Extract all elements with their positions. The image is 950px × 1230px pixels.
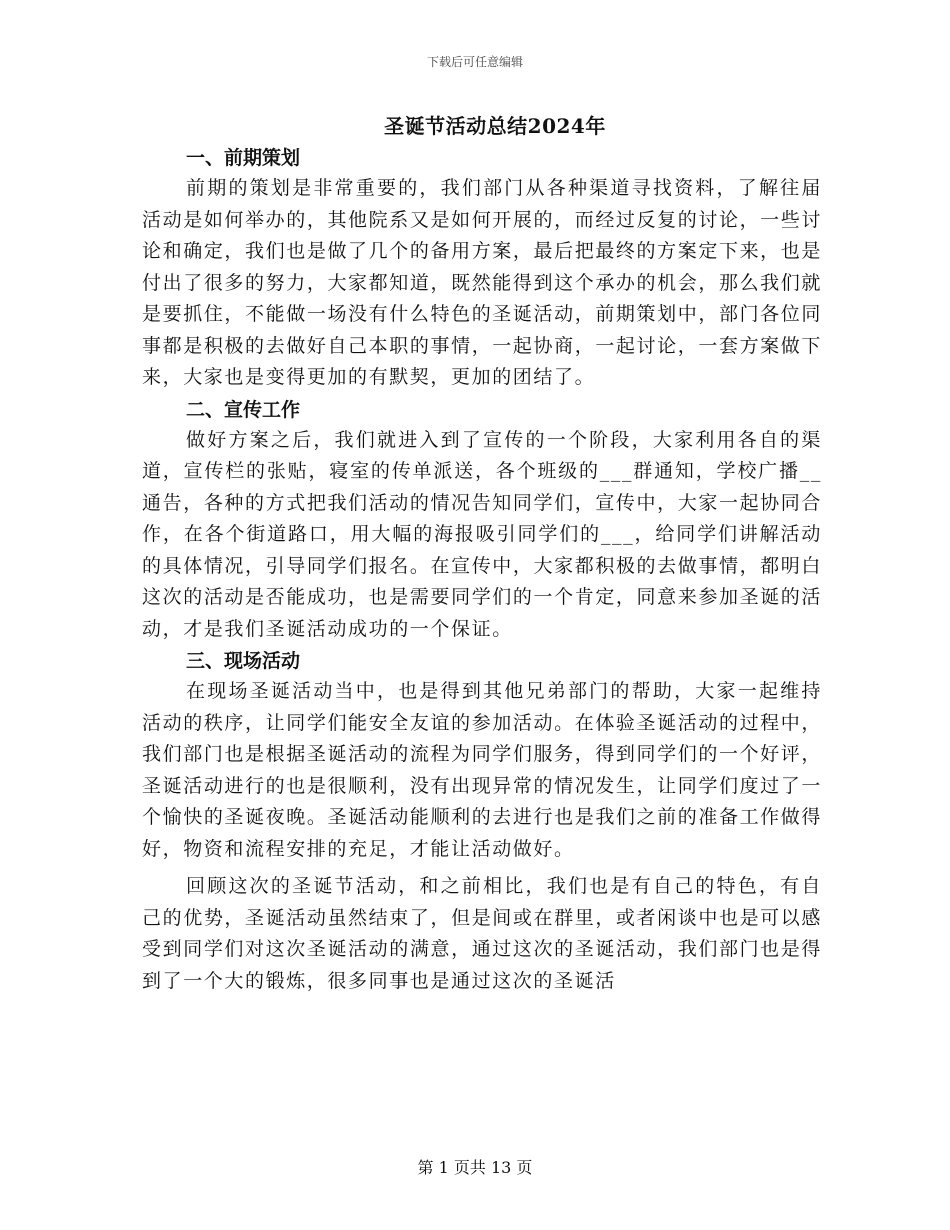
paragraph-publicity: 做好方案之后，我们就进入到了宣传的一个阶段，大家利用各自的渠道，宣传栏的张贴，寝室的传单派送，各个班级的___群通知，学校广播__通告，各种的方式把我们活动的情况告知同学们，宣传中，大家一起协同合作，在各个街道路口，用大幅的海报吸引同学们的___，给同学们讲解活动的具体情况，引导同学们报名。在宣传中，大家都积极的去做事情，都明白这次的活动是否能成功，也是需要同学们的一个肯定，同意来参加圣诞的活动，才是我们圣诞活动成功的一个保证。 (142, 428, 822, 640)
section-heading-publicity: 二、宣传工作 (186, 398, 301, 421)
paragraph-planning: 前期的策划是非常重要的，我们部门从各种渠道寻找资料，了解往届活动是如何举办的，其他院系又是如何开展的，而经过反复的讨论，一些讨论和确定，我们也是做了几个的备用方案，最后把最终的方案定下来，也是付出了很多的努力，大家都知道，既然能得到这个承办的机会，那么我们就是要抓住，不能做一场没有什么特色的圣诞活动，前期策划中，部门各位同事都是积极的去做好自己本职的事情，一起协商，一起讨论，一套方案做下来，大家也是变得更加的有默契，更加的团结了。 (142, 177, 822, 388)
document-body (142, 143, 822, 997)
page-number: 第 1 页共 13 页 (417, 1158, 533, 1177)
section-heading-onsite: 三、现场活动 (186, 650, 301, 672)
page-header-note: 下载后可任意编辑 (426, 55, 523, 69)
document-title: 圣诞节活动总结2024年 (384, 114, 606, 138)
paragraph-onsite: 在现场圣诞活动当中，也是得到其他兄弟部门的帮助，大家一起维持活动的秩序，让同学们能安全友谊的参加活动。在体验圣诞活动的过程中，我们部门也是根据圣诞活动的流程为同学们服务，得到同学们的一个好评，圣诞活动进行的也是很顺利，没有出现异常的情况发生，让同学们度过了一个愉快的圣诞夜晚。圣诞活动能顺利的去进行也是我们之前的准备工作做得好，物资和流程安排的充足，才能让活动做好。 (142, 680, 822, 860)
section-heading-planning: 一、前期策划 (186, 147, 301, 169)
paragraph-review: 回顾这次的圣诞节活动，和之前相比，我们也是有自己的特色，有自己的优势，圣诞活动虽然结束了，但是间或在群里，或者闲谈中也是可以感受到同学们对这次圣诞活动的满意，通过这次的圣诞活动，我们部门也是得到了一个大的锻炼，很多同事也是通过这次的圣诞活 (142, 875, 822, 992)
